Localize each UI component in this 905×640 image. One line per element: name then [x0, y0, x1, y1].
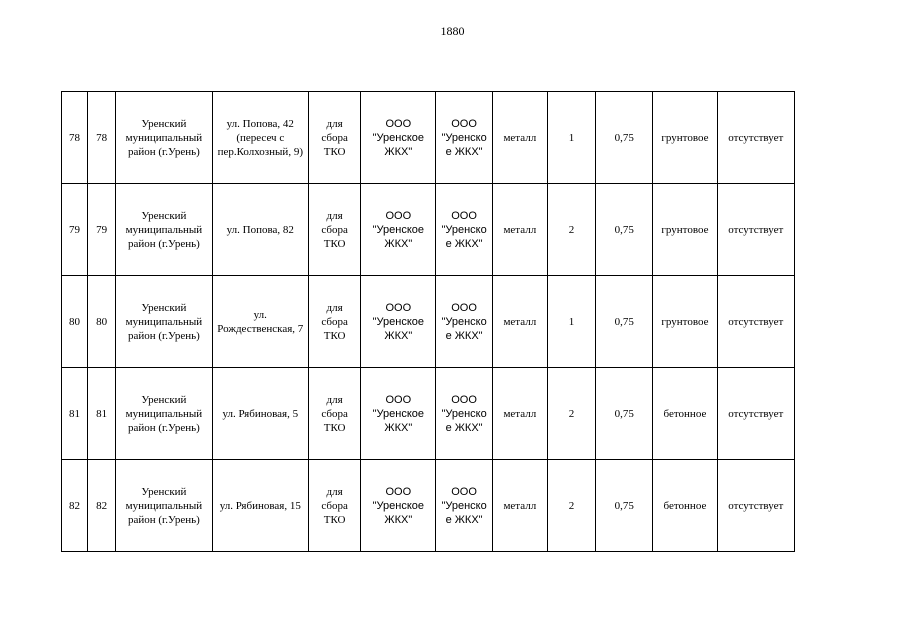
container-count-cell: 2: [547, 368, 595, 460]
operator-cell: ООО "Уренское ЖКХ": [436, 368, 492, 460]
fence-cell: отсутствует: [717, 184, 794, 276]
operator-cell: ООО "Уренское ЖКХ": [436, 184, 492, 276]
owner-cell: ООО "Уренское ЖКХ": [361, 276, 436, 368]
table-row: [62, 184, 795, 276]
volume-cell: 0,75: [596, 368, 653, 460]
owner-cell: ООО "Уренское ЖКХ": [361, 460, 436, 552]
address-cell: ул. Попова, 42 (пересеч с пер.Колхозный, 9): [212, 92, 308, 184]
purpose-cell: для сбора ТКО: [308, 368, 360, 460]
address-cell: ул. Рождественская, 7: [212, 276, 308, 368]
operator-cell: ООО "Уренское ЖКХ": [436, 460, 492, 552]
row-number-cell: 80: [62, 276, 88, 368]
page-number: 1880: [440, 24, 465, 38]
district-cell: Уренский муниципальный район (г.Урень): [116, 368, 212, 460]
purpose-cell: для сбора ТКО: [308, 92, 360, 184]
table-row: [62, 92, 795, 184]
container-count-cell: 2: [547, 460, 595, 552]
owner-cell: ООО "Уренское ЖКХ": [361, 368, 436, 460]
site-number-cell: 81: [88, 368, 116, 460]
site-number-cell: 80: [88, 276, 116, 368]
row-number-cell: 82: [62, 460, 88, 552]
surface-cell: грунтовое: [653, 184, 717, 276]
table-row: [62, 368, 795, 460]
volume-cell: 0,75: [596, 460, 653, 552]
district-cell: Уренский муниципальный район (г.Урень): [116, 184, 212, 276]
fence-cell: отсутствует: [717, 276, 794, 368]
surface-cell: бетонное: [653, 368, 717, 460]
fence-cell: отсутствует: [717, 92, 794, 184]
table-row: [62, 460, 795, 552]
address-cell: ул. Попова, 82: [212, 184, 308, 276]
container-count-cell: 1: [547, 276, 595, 368]
volume-cell: 0,75: [596, 276, 653, 368]
row-number-cell: 78: [62, 92, 88, 184]
purpose-cell: для сбора ТКО: [308, 460, 360, 552]
container-count-cell: 1: [547, 92, 595, 184]
material-cell: металл: [492, 368, 547, 460]
row-number-cell: 81: [62, 368, 88, 460]
site-number-cell: 79: [88, 184, 116, 276]
material-cell: металл: [492, 92, 547, 184]
site-number-cell: 78: [88, 92, 116, 184]
material-cell: металл: [492, 184, 547, 276]
surface-cell: грунтовое: [653, 276, 717, 368]
surface-cell: бетонное: [653, 460, 717, 552]
address-cell: ул. Рябиновая, 15: [212, 460, 308, 552]
district-cell: Уренский муниципальный район (г.Урень): [116, 92, 212, 184]
purpose-cell: для сбора ТКО: [308, 184, 360, 276]
operator-cell: ООО "Уренское ЖКХ": [436, 276, 492, 368]
row-number-cell: 79: [62, 184, 88, 276]
owner-cell: ООО "Уренское ЖКХ": [361, 92, 436, 184]
purpose-cell: для сбора ТКО: [308, 276, 360, 368]
site-number-cell: 82: [88, 460, 116, 552]
volume-cell: 0,75: [596, 92, 653, 184]
material-cell: металл: [492, 276, 547, 368]
fence-cell: отсутствует: [717, 368, 794, 460]
volume-cell: 0,75: [596, 184, 653, 276]
material-cell: металл: [492, 460, 547, 552]
registry-table: [61, 91, 795, 552]
address-cell: ул. Рябиновая, 5: [212, 368, 308, 460]
fence-cell: отсутствует: [717, 460, 794, 552]
container-count-cell: 2: [547, 184, 595, 276]
surface-cell: грунтовое: [653, 92, 717, 184]
operator-cell: ООО "Уренское ЖКХ": [436, 92, 492, 184]
table-row: [62, 276, 795, 368]
district-cell: Уренский муниципальный район (г.Урень): [116, 460, 212, 552]
district-cell: Уренский муниципальный район (г.Урень): [116, 276, 212, 368]
owner-cell: ООО "Уренское ЖКХ": [361, 184, 436, 276]
